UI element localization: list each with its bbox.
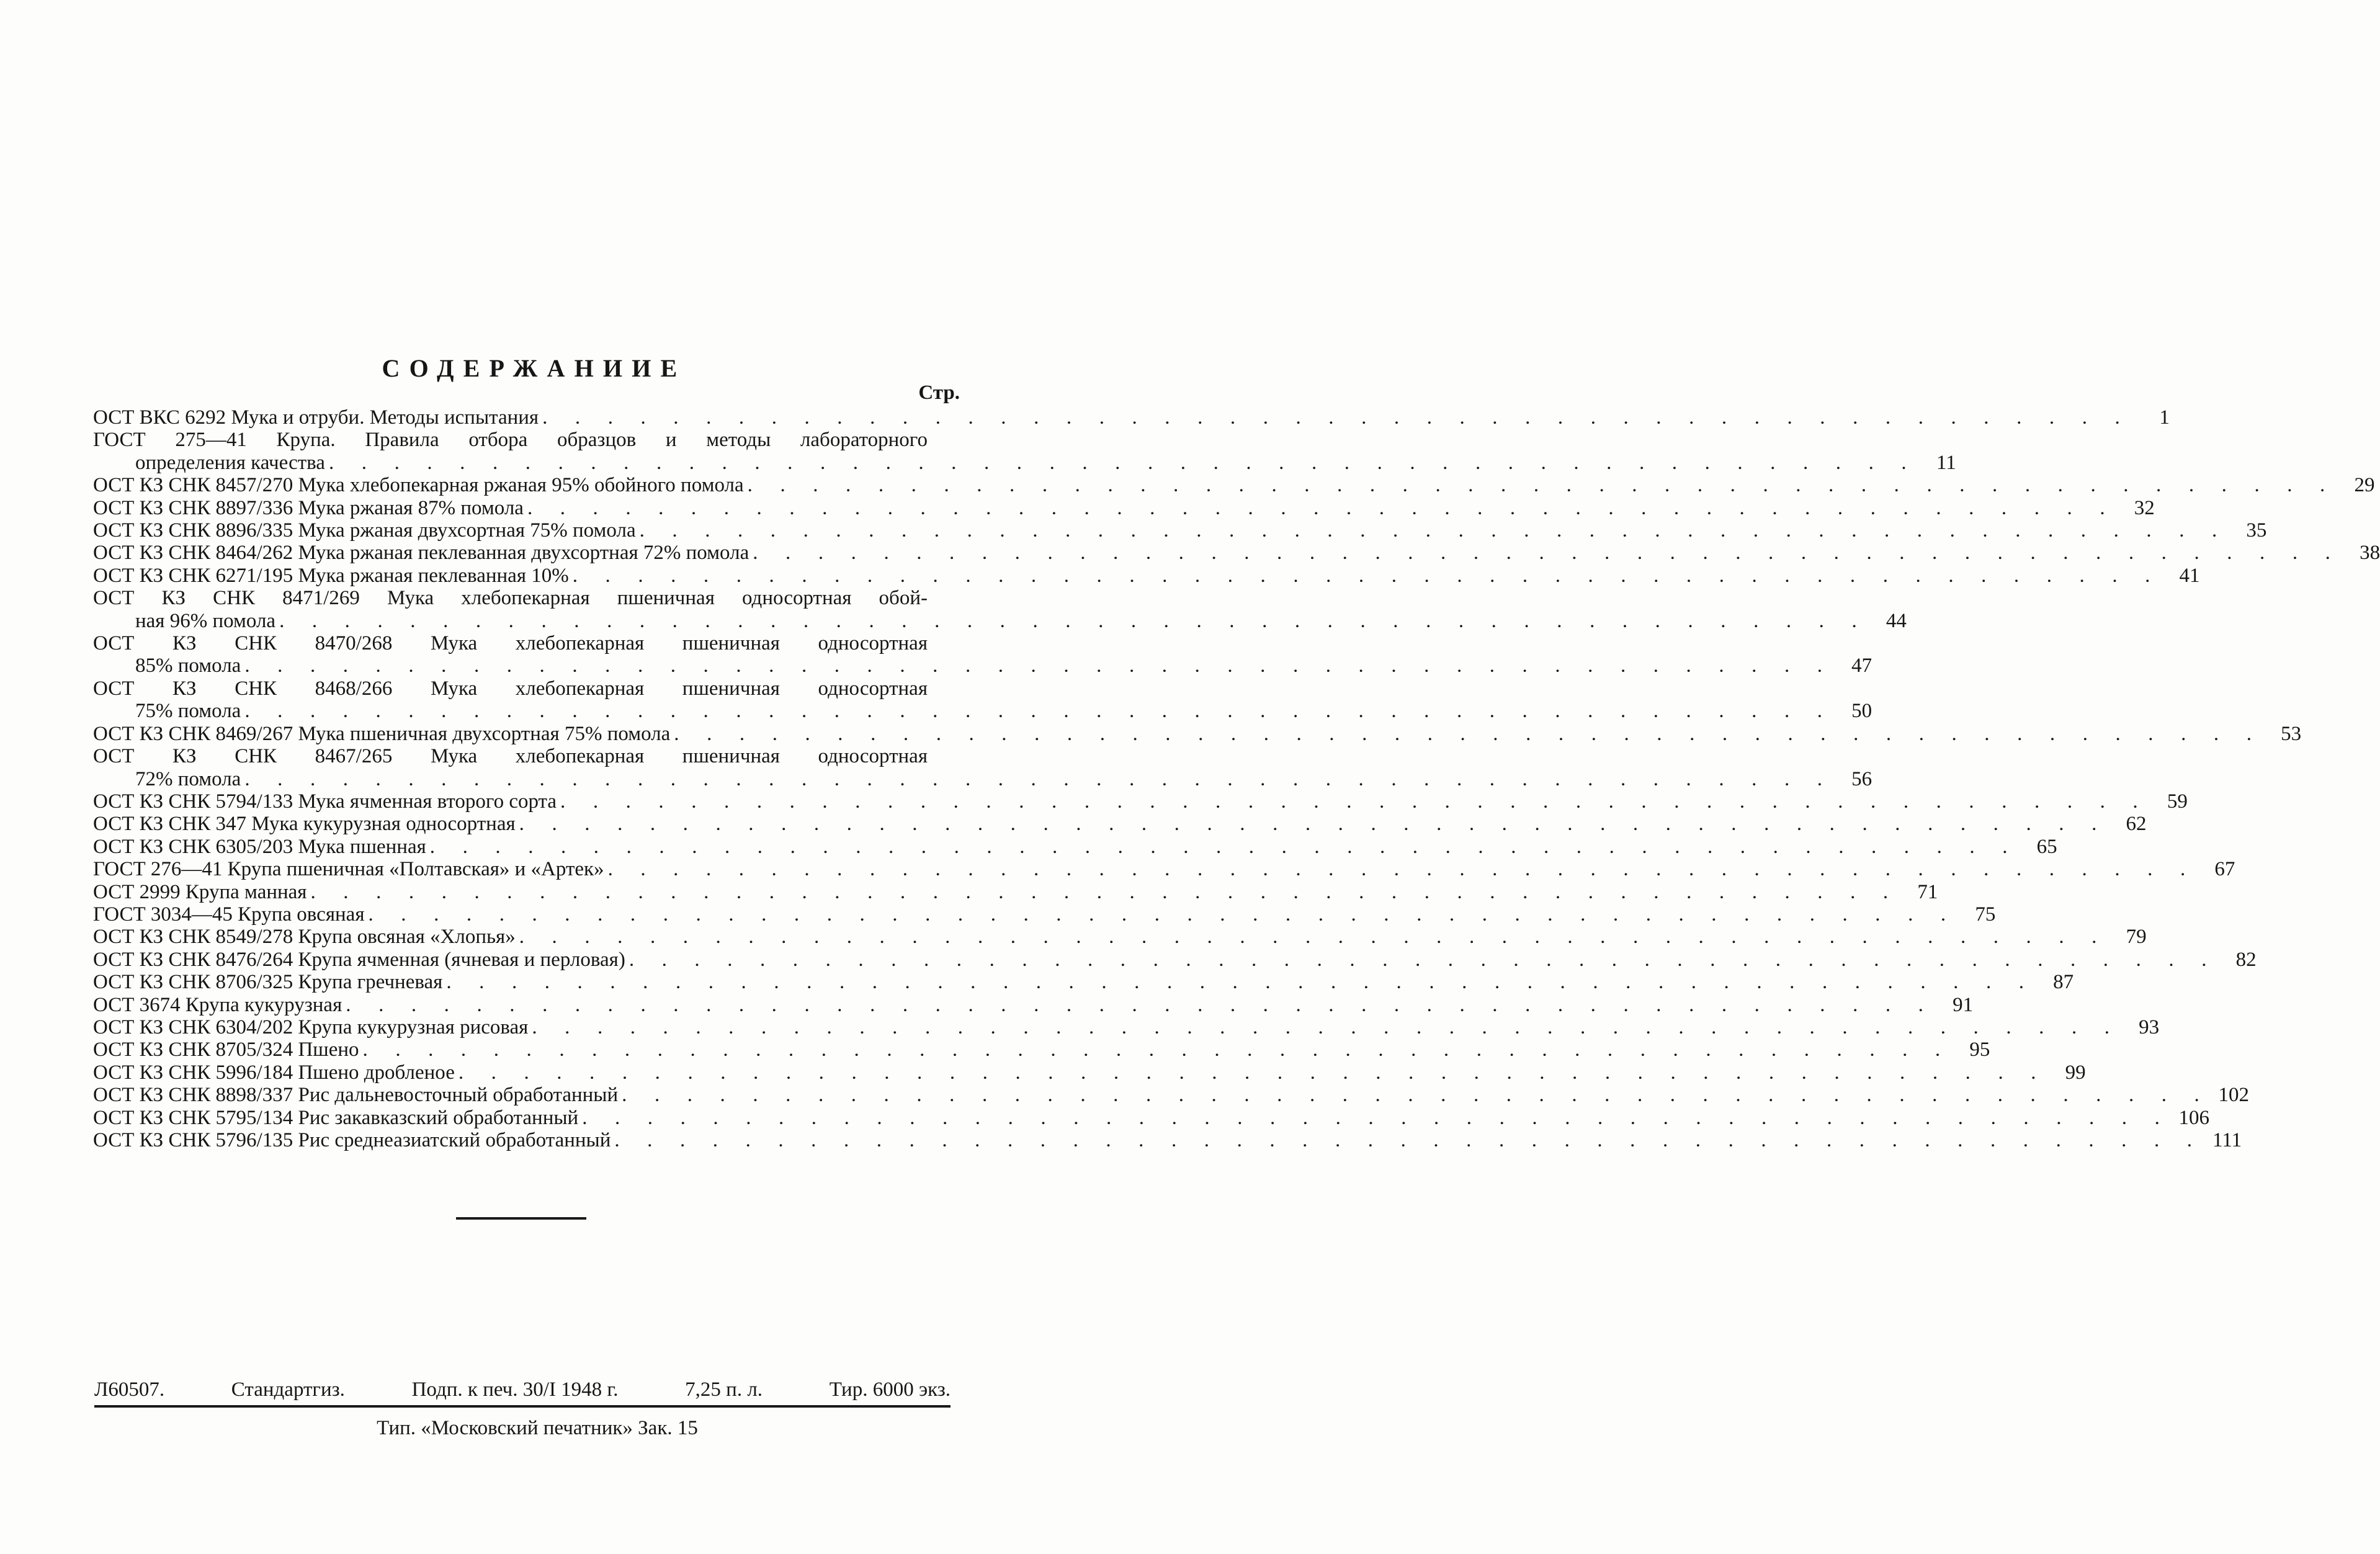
dot-leader: . . . . . . . . . . . . . . . . . . . . . . . . . . . . . . . . . . . . . . . . . . . . . . . . . [244, 654, 1834, 677]
toc-entry-line [93, 993, 1974, 1016]
toc-entry [93, 813, 2147, 836]
toc-entry-page: 91 [1953, 993, 1974, 1016]
toc-entry-title: ОСТ КЗ СНК 347 Мука кукурузная односортная [93, 813, 516, 836]
toc-entry-line [93, 903, 1996, 926]
toc-entry-line [93, 632, 928, 654]
toc-entry-title: ОСТ КЗ СНК 8897/336 Мука ржаная 87% помола [93, 496, 524, 519]
toc-entry [93, 993, 1974, 1016]
toc-entry-line [93, 880, 1938, 903]
toc-entry-line [93, 813, 2147, 836]
toc-entry-title: ОСТ 3674 Крупа кукурузная [93, 993, 342, 1016]
toc-entry-page: 47 [1851, 654, 1872, 677]
toc-entry-page: 44 [1886, 609, 1907, 632]
section-divider [456, 1217, 586, 1220]
toc-entry-page: 82 [2235, 948, 2257, 971]
toc-entry-title: ОСТ КЗ СНК 8549/278 Крупа овсяная «Хлопья» [93, 926, 516, 949]
toc-entry-title: ная 96% помола [135, 609, 276, 632]
toc-entry-title: ГОСТ 276—41 Крупа пшеничная «Полтавская» и «Артек» [93, 858, 604, 881]
toc-entry [93, 1061, 2086, 1084]
dot-leader: . . . . . . . . . . . . . . . . . . . . . . . . . . . . . . . . . . . . . . . . . . . . . . . . . [532, 1016, 2121, 1038]
toc-entry [93, 948, 2257, 971]
toc-entry-title: ОСТ КЗ СНК 5795/134 Рис закавказский обработанный [93, 1106, 579, 1129]
toc-entry-line [93, 790, 2188, 813]
toc-entry-title: ОСТ КЗ СНК 8470/268 Мука хлебопекарная пшеничная односортная [93, 632, 928, 655]
toc-entry-line [93, 971, 2074, 994]
toc-entry-line [93, 1038, 1990, 1061]
toc-entry-line [93, 700, 1872, 723]
dot-leader: . . . . . . . . . . . . . . . . . . . . . . . . . . . . . . . . . . . . . . . . . . . . . . . . . [527, 496, 2116, 519]
dot-leader: . . . . . . . . . . . . . . . . . . . . . . . . . . . . . . . . . . . . . . . . . . . . . . . . . [629, 948, 2218, 971]
toc-entry [93, 474, 2375, 497]
toc-entry-title: ОСТ КЗ СНК 8896/335 Мука ржаная двухсортная 75% помола [93, 519, 636, 542]
toc-entry [93, 790, 2188, 813]
toc-entry [93, 429, 1956, 474]
toc-entry-page: 32 [2134, 496, 2155, 519]
toc-entry-title: ОСТ КЗ СНК 8469/267 Мука пшеничная двухсортная 75% помола [93, 722, 671, 745]
dot-leader: . . . . . . . . . . . . . . . . . . . . . . . . . . . . . . . . . . . . . . . . . . . . . . . . . [639, 519, 2229, 542]
toc-entry-line [93, 722, 2302, 745]
toc-entry-page: 93 [2139, 1016, 2160, 1038]
dot-leader: . . . . . . . . . . . . . . . . . . . . . . . . . . . . . . . . . . . . . . . . . . . . . . . . . [328, 451, 1918, 474]
toc-entry-line [93, 587, 928, 609]
toc-entry-page: 1 [2159, 406, 2170, 429]
toc-entry-line [93, 429, 928, 451]
dot-leader: . . . . . . . . . . . . . . . . . . . . . . . . . . . . . . . . . . . . . . . . . . . . . . . . . [519, 813, 2108, 836]
toc-heading: СОДЕРЖАНИИЕ [382, 354, 687, 382]
toc-entry [93, 564, 2200, 587]
toc-entry [93, 406, 2170, 429]
dot-leader: . . . . . . . . . . . . . . . . . . . . . . . . . . . . . . . . . . . . . . . . . . . . . . . . . [582, 1106, 2172, 1129]
imprint-publisher: Стандартгиз. [231, 1378, 345, 1401]
toc-entry [93, 858, 2235, 881]
dot-leader: . . . . . . . . . . . . . . . . . . . . . . . . . . . . . . . . . . . . . . . . . . . . . . . . . [560, 790, 2149, 813]
toc-entry-page: 53 [2281, 722, 2302, 745]
dot-leader: . . . . . . . . . . . . . . . . . . . . . . . . . . . . . . . . . . . . . . . . . . . . . . . . . [346, 993, 1935, 1016]
toc-entry-page: 111 [2212, 1129, 2242, 1151]
toc-entry-page: 95 [1969, 1038, 1990, 1061]
imprint-code: Л60507. [94, 1378, 165, 1401]
toc-entry [93, 1084, 2249, 1107]
toc-entry-page: 56 [1851, 767, 1872, 790]
toc-entry-line [93, 858, 2235, 881]
toc-entry-title: ГОСТ 3034—45 Крупа овсяная [93, 903, 365, 926]
toc-entry [93, 926, 2147, 949]
toc-entry-line [93, 474, 2375, 497]
imprint-signed: Подп. к печ. 30/I 1948 г. [411, 1378, 619, 1401]
toc-entry-page: 99 [2065, 1061, 2086, 1084]
toc-entry-line [93, 406, 2170, 429]
toc-entry-line [93, 496, 2155, 519]
toc-entry-title: ОСТ КЗ СНК 8464/262 Мука ржаная пеклеванная двухсортная 72% помола [93, 542, 749, 565]
toc-entry-page: 102 [2218, 1084, 2249, 1107]
toc-entry-page: 65 [2036, 835, 2057, 858]
toc-entry-title: ОСТ КЗ СНК 8898/337 Рис дальневосточный обработанный [93, 1084, 619, 1107]
toc-entry [93, 880, 1938, 903]
toc-entry-title: ОСТ ВКС 6292 Мука и отруби. Методы испытания [93, 406, 539, 429]
dot-leader: . . . . . . . . . . . . . . . . . . . . . . . . . . . . . . . . . . . . . . . . . . . . . . . . . [429, 835, 2019, 858]
toc-entry-line [93, 451, 1956, 474]
toc-entry-title: ОСТ 2999 Крупа манная [93, 880, 307, 903]
dot-leader: . . . . . . . . . . . . . . . . . . . . . . . . . . . . . . . . . . . . . . . . . . . . . . . . . [614, 1129, 2204, 1151]
dot-leader: . . . . . . . . . . . . . . . . . . . . . . . . . . . . . . . . . . . . . . . . . . . . . . . . . [368, 903, 1957, 926]
toc-entry-title: определения качества [135, 451, 325, 474]
toc-entry [93, 971, 2074, 994]
toc-entry-page: 75 [1975, 903, 1996, 926]
toc-entry-page: 71 [1917, 880, 1938, 903]
toc-entry-title: ОСТ КЗ СНК 8468/266 Мука хлебопекарная пшеничная односортная [93, 677, 928, 700]
dot-leader: . . . . . . . . . . . . . . . . . . . . . . . . . . . . . . . . . . . . . . . . . . . . . . . . . [607, 858, 2197, 881]
toc-entry-title: ОСТ КЗ СНК 8471/269 Мука хлебопекарная пшеничная односортная обой- [93, 587, 928, 610]
toc-entry-title: ОСТ КЗ СНК 5796/135 Рис среднеазиатский обработанный [93, 1129, 611, 1151]
dot-leader: . . . . . . . . . . . . . . . . . . . . . . . . . . . . . . . . . . . . . . . . . . . . . . . . . [244, 767, 1834, 790]
dot-leader: . . . . . . . . . . . . . . . . . . . . . . . . . . . . . . . . . . . . . . . . . . . . . . . . . [519, 926, 2108, 949]
toc-entry-page: 41 [2179, 564, 2200, 587]
toc-entry [93, 542, 2380, 565]
toc-entry-line [93, 1016, 2160, 1038]
toc-entry-title: ОСТ КЗ СНК 8457/270 Мука хлебопекарная ржаная 95% обойного помола [93, 474, 744, 497]
toc-entry-title: 85% помола [135, 654, 241, 677]
toc-entry-line [93, 1061, 2086, 1084]
toc-entry-page: 29 [2354, 474, 2375, 497]
toc-entry [93, 519, 2267, 542]
dot-leader: . . . . . . . . . . . . . . . . . . . . . . . . . . . . . . . . . . . . . . . . . . . . . . . . . [674, 722, 2263, 745]
toc-entry-title: ОСТ КЗ СНК 5996/184 Пшено дробленое [93, 1061, 455, 1084]
toc-entry-title: ОСТ КЗ СНК 8467/265 Мука хлебопекарная пшеничная односортная [93, 745, 928, 768]
toc-entry-line [93, 948, 2257, 971]
dot-leader: . . . . . . . . . . . . . . . . . . . . . . . . . . . . . . . . . . . . . . . . . . . . . . . . . [542, 406, 2131, 429]
toc-entry-page: 106 [2178, 1106, 2210, 1129]
toc-entry [93, 587, 1907, 632]
dot-leader: . . . . . . . . . . . . . . . . . . . . . . . . . . . . . . . . . . . . . . . . . . . . . . . . . [310, 880, 1900, 903]
dot-leader: . . . . . . . . . . . . . . . . . . . . . . . . . . . . . . . . . . . . . . . . . . . . . . . . . [747, 474, 2337, 497]
toc-entry-page: 79 [2126, 926, 2147, 949]
toc-entry-page: 67 [2214, 858, 2235, 881]
imprint-line [94, 1378, 951, 1408]
toc-entry-title: ОСТ КЗ СНК 6305/203 Мука пшенная [93, 835, 426, 858]
toc-entry [93, 1106, 2210, 1129]
dot-leader: . . . . . . . . . . . . . . . . . . . . . . . . . . . . . . . . . . . . . . . . . . . . . . . . . [572, 564, 2162, 587]
toc-entry-line [93, 835, 2057, 858]
toc-entry-page: 50 [1851, 700, 1872, 723]
toc-entry-title: ОСТ КЗ СНК 8476/264 Крупа ячменная (ячневая и перловая) [93, 948, 625, 971]
dot-leader: . . . . . . . . . . . . . . . . . . . . . . . . . . . . . . . . . . . . . . . . . . . . . . . . . [244, 700, 1834, 723]
toc-entry-title: ОСТ КЗ СНК 5794/133 Мука ячменная второго сорта [93, 790, 557, 813]
toc-entry-line [93, 609, 1907, 632]
toc-entry-title: 75% помола [135, 700, 241, 723]
toc-entry [93, 835, 2057, 858]
dot-leader: . . . . . . . . . . . . . . . . . . . . . . . . . . . . . . . . . . . . . . . . . . . . . . . . . [753, 542, 2342, 565]
dot-leader: . . . . . . . . . . . . . . . . . . . . . . . . . . . . . . . . . . . . . . . . . . . . . . . . . [362, 1038, 1952, 1061]
toc-entry-page: 87 [2053, 971, 2074, 994]
imprint-print-run: Тир. 6000 экз. [829, 1378, 951, 1401]
toc-entry [93, 1129, 2242, 1151]
toc-entry-line [93, 1129, 2242, 1151]
toc-entry [93, 903, 1996, 926]
toc-entry-page: 62 [2126, 813, 2147, 836]
page-column-label: Стр. [918, 382, 960, 404]
toc-entry [93, 632, 1872, 677]
toc-entry-line [93, 564, 2200, 587]
toc-entry-title: 72% помола [135, 767, 241, 790]
toc-entry-line [93, 926, 2147, 949]
toc-entry [93, 677, 1872, 723]
toc-entry-line [93, 767, 1872, 790]
toc-entry-title: ОСТ КЗ СНК 8706/325 Крупа гречневая [93, 971, 443, 994]
toc-entry [93, 1038, 1990, 1061]
table-of-contents [93, 406, 2380, 1151]
toc-entry-title: ОСТ КЗ СНК 6304/202 Крупа кукурузная рисовая [93, 1016, 529, 1038]
toc-entry [93, 722, 2302, 745]
toc-entry-page: 59 [2167, 790, 2188, 813]
dot-leader: . . . . . . . . . . . . . . . . . . . . . . . . . . . . . . . . . . . . . . . . . . . . . . . . . [458, 1061, 2047, 1084]
toc-entry [93, 1016, 2160, 1038]
toc-entry-line [93, 677, 928, 700]
toc-entry-line [93, 519, 2267, 542]
toc-entry-line [93, 1084, 2249, 1107]
toc-entry-title: ОСТ КЗ СНК 8705/324 Пшено [93, 1038, 359, 1061]
toc-entry-page: 35 [2246, 519, 2267, 542]
imprint-sheets: 7,25 п. л. [685, 1378, 763, 1401]
toc-entry-line [93, 745, 928, 767]
toc-entry [93, 496, 2155, 519]
dot-leader: . . . . . . . . . . . . . . . . . . . . . . . . . . . . . . . . . . . . . . . . . . . . . . . . . [279, 609, 1868, 632]
dot-leader: . . . . . . . . . . . . . . . . . . . . . . . . . . . . . . . . . . . . . . . . . . . . . . . . . [446, 971, 2036, 994]
toc-entry-title: ГОСТ 275—41 Крупа. Правила отбора образцов и методы лабораторного [93, 429, 928, 452]
toc-entry-title: ОСТ КЗ СНК 6271/195 Мука ржаная пеклеванная 10% [93, 564, 569, 587]
toc-entry [93, 745, 1872, 790]
toc-entry-line [93, 654, 1872, 677]
toc-entry-line [93, 1106, 2210, 1129]
toc-entry-line [93, 542, 2380, 565]
toc-entry-page: 38 [2360, 542, 2380, 565]
dot-leader: . . . . . . . . . . . . . . . . . . . . . . . . . . . . . . . . . . . . . . . . . . . . . . . . . [622, 1084, 2211, 1107]
printer-line: Тип. «Московский печатник» Зак. 15 [377, 1417, 698, 1439]
toc-entry-page: 11 [1936, 451, 1956, 474]
